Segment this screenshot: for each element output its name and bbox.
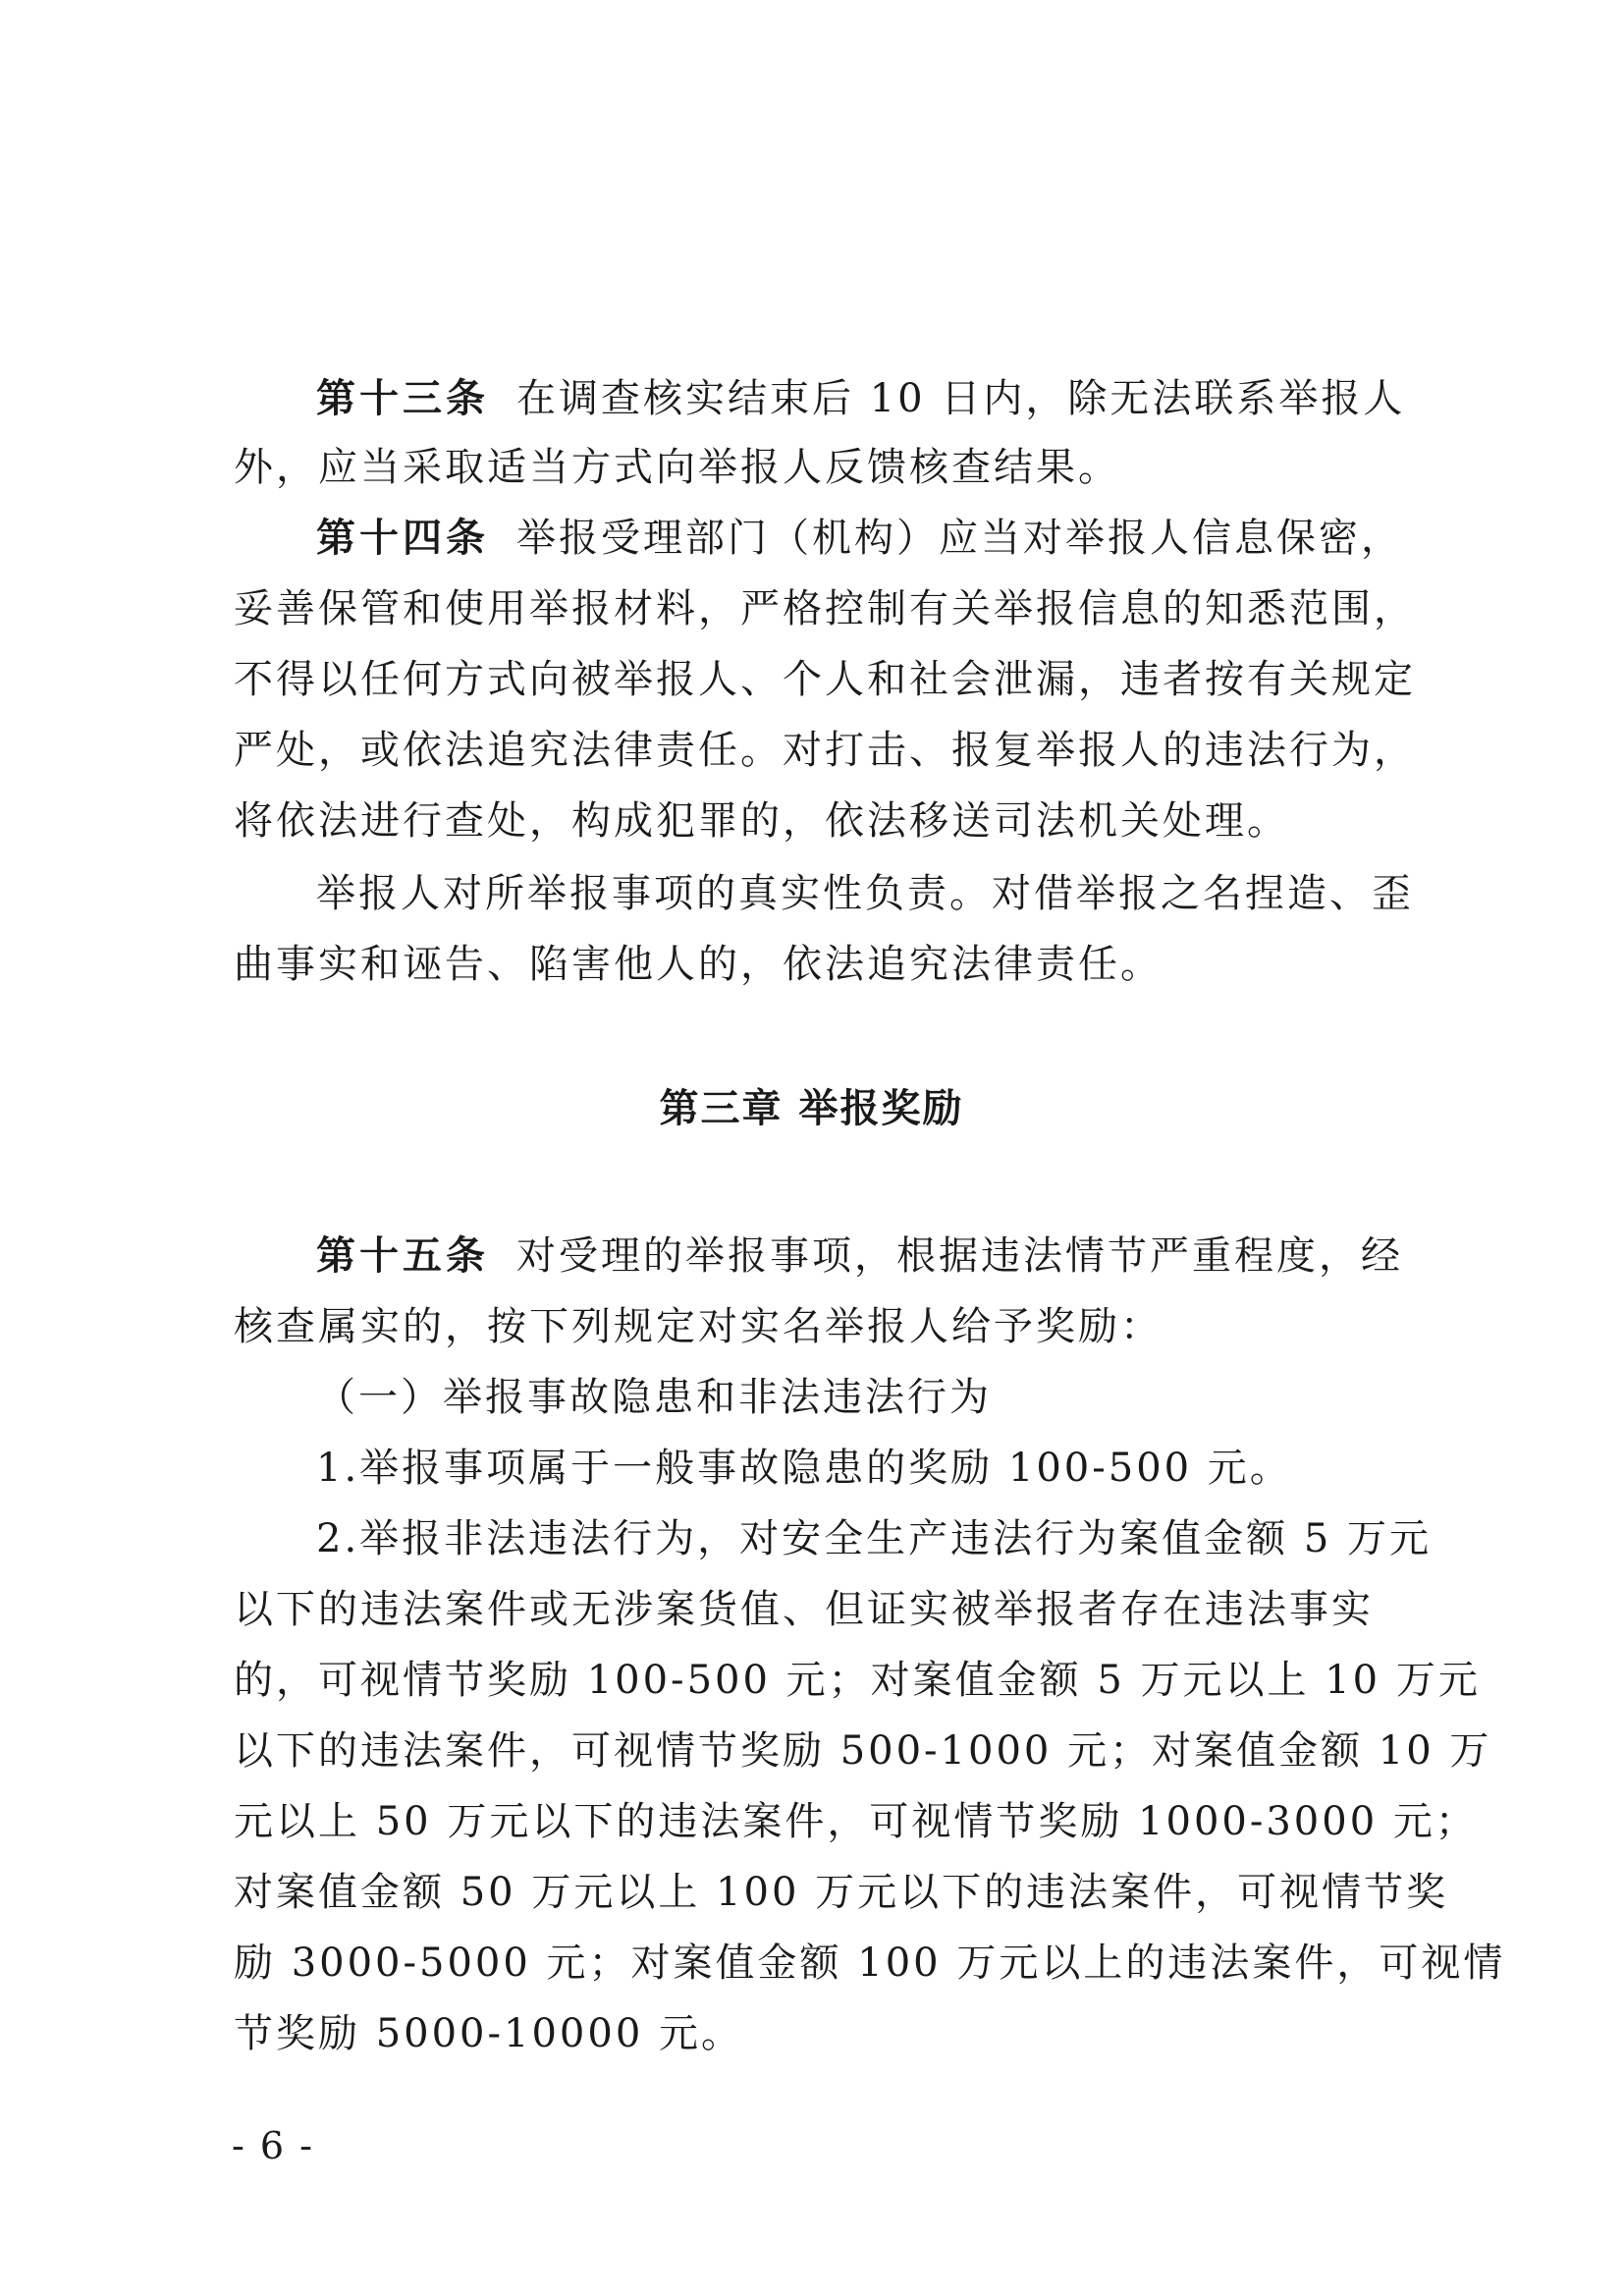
article-14-label: 第十四条	[316, 516, 489, 561]
article-14-line-2: 妥善保管和使用举报材料，严格控制有关举报信息的知悉范围，	[234, 586, 1416, 631]
article-15-item-2-line-6: 对案值金额 50 万元以上 100 万元以下的违法案件，可视情节奖	[234, 1870, 1449, 1915]
article-15-item-2-line-1: 2.举报非法违法行为，对安全生产违法行为案值金额 5 万元	[316, 1516, 1433, 1561]
article-15-item-2-line-4: 以下的违法案件，可视情节奖励 500-1000 元；对案值金额 10 万	[234, 1728, 1492, 1774]
article-14-line-3: 不得以任何方式向被举报人、个人和社会泄漏，违者按有关规定	[234, 657, 1416, 702]
article-13-line-1	[316, 375, 1406, 422]
article-15-label: 第十五条	[316, 1233, 489, 1279]
article-15-text-1: 对受理的举报事项，根据违法情节严重程度，经	[516, 1233, 1403, 1279]
article-15-item-2-line-3: 的，可视情节奖励 100-500 元；对案值金额 5 万元以上 10 万元	[234, 1658, 1481, 1703]
article-14-text-1: 举报受理部门（机构）应当对举报人信息保密，	[516, 516, 1403, 561]
article-15-line-1	[316, 1232, 1403, 1280]
article-15-item-2-line-8: 节奖励 5000-10000 元。	[234, 2011, 743, 2056]
article-14-line-5: 将依法进行查处，构成犯罪的，依法移送司法机关处理。	[234, 798, 1289, 844]
article-14-para-2-line-1: 举报人对所举报事项的真实性负责。对借举报之名捏造、歪	[316, 871, 1414, 916]
article-15-item-2-line-5: 元以上 50 万元以下的违法案件，可视情节奖励 1000-3000 元；	[234, 1799, 1478, 1844]
article-14-line-1	[316, 515, 1403, 562]
article-14-line-4: 严处，或依法追究法律责任。对打击、报复举报人的违法行为，	[234, 728, 1416, 773]
article-15-item-2-line-7: 励 3000-5000 元；对案值金额 100 万元以上的违法案件，可视情	[234, 1941, 1506, 1986]
article-13-text-1: 在调查核实结束后 10 日内，除无法联系举报人	[516, 376, 1406, 421]
article-14-para-2-line-2: 曲事实和诬告、陷害他人的，依法追究法律责任。	[234, 942, 1163, 987]
article-13-line-2: 外，应当采取适当方式向举报人反馈核查结果。	[234, 445, 1120, 490]
chapter-title: 第三章 举报奖励	[659, 1086, 964, 1131]
article-15-item-2-line-2: 以下的违法案件或无涉案货值、但证实被举报者存在违法事实	[234, 1587, 1374, 1632]
article-15-line-2: 核查属实的，按下列规定对实名举报人给予奖励：	[234, 1304, 1163, 1349]
article-13-label: 第十三条	[316, 376, 489, 421]
page-number: - 6 -	[232, 2124, 315, 2167]
article-15-subheading: （一）举报事故隐患和非法违法行为	[316, 1375, 992, 1420]
article-15-item-1: 1.举报事项属于一般事故隐患的奖励 100-500 元。	[316, 1446, 1292, 1491]
